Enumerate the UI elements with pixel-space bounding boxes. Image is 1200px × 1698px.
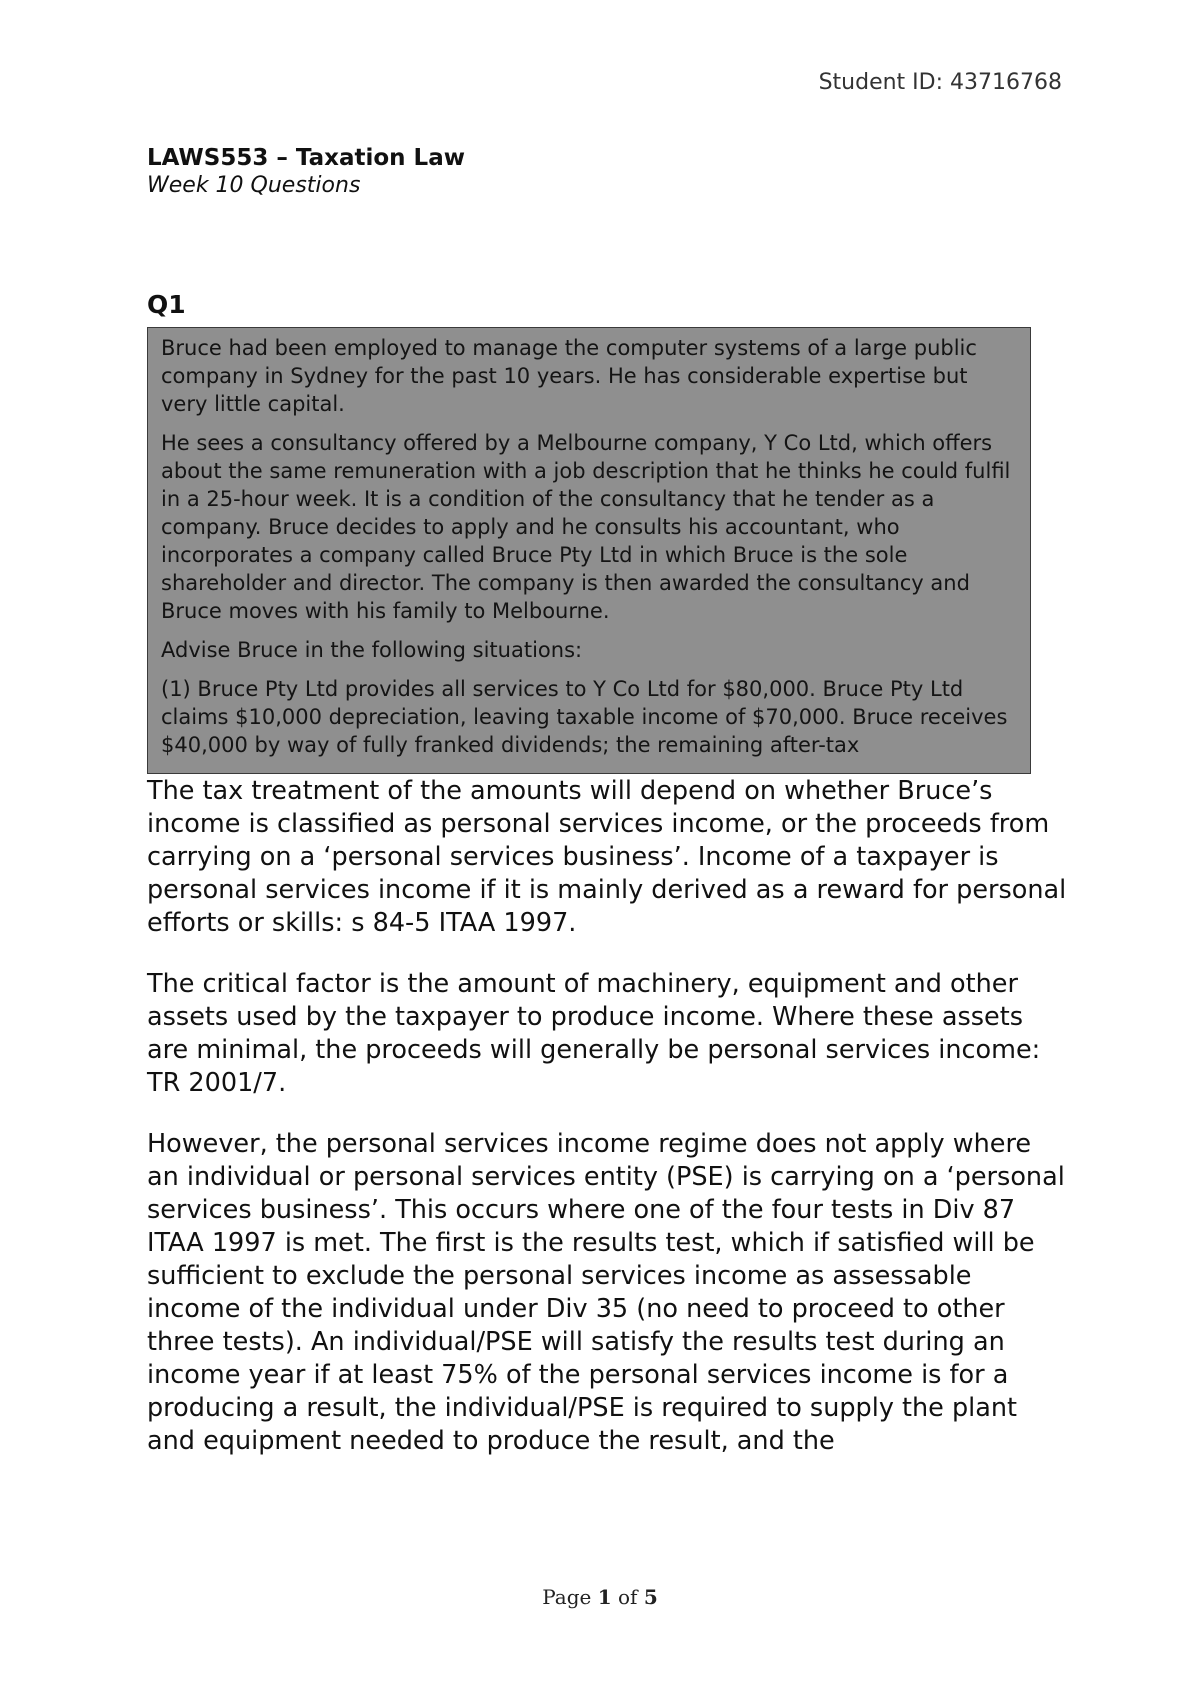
answer-paragraph: However, the personal services income regime does not apply where an individual or personal services entity (PSE) is carrying on a ‘personal services business’. This occurs where one of the four tests in Div 87 ITAA 1997 is met. The first is the results test, which if satisfied will be sufficient to exclude the personal services income as assessable income of the individual under Div 35 (no need to proceed to other three tests). An individual/PSE will satisfy the results test during an income year if at least 75% of the personal services income is for a producing a result, the individual/PSE is required to supply the plant and equipment needed to produce the result, and the bbox=[147, 1129, 1065, 1456]
of-word: of bbox=[618, 1585, 638, 1609]
student-id: Student ID: 43716768 bbox=[818, 70, 1062, 95]
question-paragraph: (1) Bruce Pty Ltd provides all services to Y Co Ltd for $80,000. Bruce Pty Ltd claims $10,000 depreciation, leaving taxable income of $70,000. Bruce receives $40,000 by way of fully franked dividends; the remaining after-tax bbox=[161, 677, 1008, 757]
current-page-number: 1 bbox=[597, 1585, 612, 1609]
question-paragraph: He sees a consultancy offered by a Melbourne company, Y Co Ltd, which offers about the same remuneration with a job description that he thinks he could fulfil in a 25-hour week. It is a condition of the consultancy that he tender as a company. Bruce decides to apply and he consults his accountant, who incorporates a company called Bruce Pty Ltd in which Bruce is the sole shareholder and director. The company is then awarded the consultancy and Bruce moves with his family to Melbourne. bbox=[161, 431, 1011, 623]
answer-body bbox=[147, 775, 1067, 1486]
answer-paragraph: The tax treatment of the amounts will depend on whether Bruce’s income is classified as personal services income, or the proceeds from carrying on a ‘personal services business’. Income of a taxpayer is personal services income if it is mainly derived as a reward for personal efforts or skills: s 84-5 ITAA 1997. bbox=[147, 776, 1067, 938]
question-paragraph: Advise Bruce in the following situations: bbox=[161, 638, 583, 662]
week-subtitle: Week 10 Questions bbox=[147, 173, 361, 198]
question-heading: Q1 bbox=[147, 290, 186, 319]
question-box bbox=[147, 327, 1031, 774]
course-title: LAWS553 – Taxation Law bbox=[147, 145, 465, 171]
total-pages-number: 5 bbox=[643, 1585, 658, 1609]
answer-paragraph: The critical factor is the amount of machinery, equipment and other assets used by the taxpayer to produce income. Where these assets are minimal, the proceeds will generally be personal services income: TR 2001/7. bbox=[147, 969, 1041, 1098]
page-footer bbox=[0, 1585, 1200, 1609]
page-word: Page bbox=[542, 1585, 592, 1609]
question-paragraph: Bruce had been employed to manage the computer systems of a large public company in Sydney for the past 10 years. He has considerable expertise but very little capital. bbox=[161, 336, 977, 416]
